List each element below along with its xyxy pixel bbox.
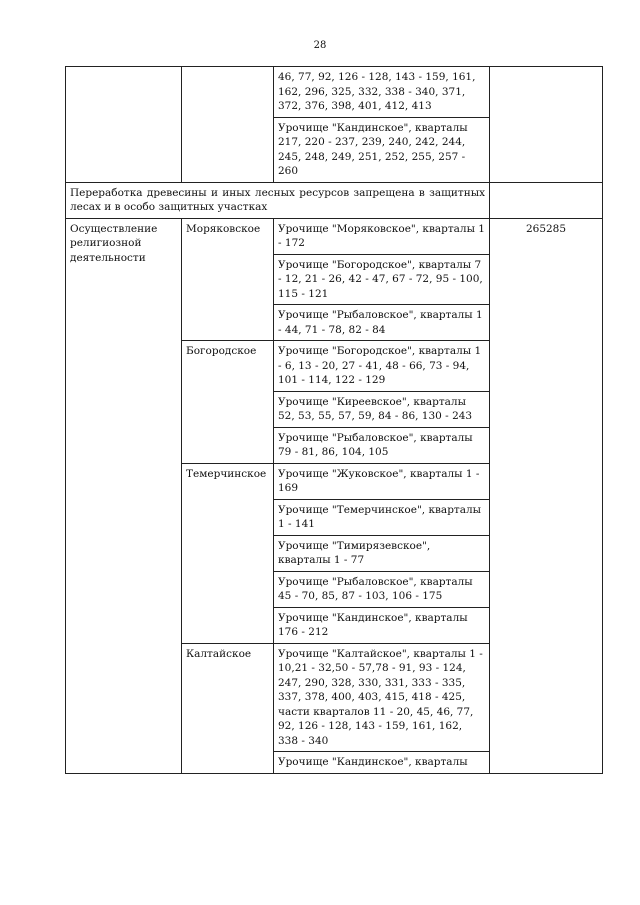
location-cell: Урочище "Рыбаловское", кварталы 1 - 44, 71 - 78, 82 - 84 bbox=[274, 305, 490, 341]
amount-cell: 265285 bbox=[490, 218, 603, 773]
table-row bbox=[66, 67, 603, 118]
note-row bbox=[66, 182, 603, 218]
location-cell: Урочище "Рыбаловское", кварталы 79 - 81, 86, 104, 105 bbox=[274, 427, 490, 463]
district-cell bbox=[182, 67, 274, 183]
location-cell: Урочище "Моряковское", кварталы 1 - 172 bbox=[274, 218, 490, 254]
location-cell: Урочище "Киреевское", кварталы 52, 53, 55, 57, 59, 84 - 86, 130 - 243 bbox=[274, 391, 490, 427]
location-cell: Урочище "Калтайское", кварталы 1 - 10,21 - 32,50 - 57,78 - 91, 93 - 124, 247, 290, 328, 330, 331, 333 - 335, 337, 378, 400, 403, 415, 418 - 425, части кварталов 11 - 20, 45, 46, 77, 92, 126 - 128, 143 - 159, 161, 162, 338 - 340 bbox=[274, 643, 490, 752]
location-cell: Урочище "Темерчинское", кварталы 1 - 141 bbox=[274, 499, 490, 535]
activity-cell: Осуществление религиозной деятельности bbox=[66, 218, 182, 773]
amount-cell bbox=[490, 67, 603, 183]
location-cell: Урочище "Тимирязевское", кварталы 1 - 77 bbox=[274, 535, 490, 571]
amount-cell bbox=[490, 182, 603, 218]
table-row bbox=[66, 218, 603, 254]
location-cell: Урочище "Богородское", кварталы 1 - 6, 13 - 20, 27 - 41, 48 - 66, 73 - 94, 101 - 114, 122 - 129 bbox=[274, 341, 490, 392]
location-cell: Урочище "Рыбаловское", кварталы 45 - 70, 85, 87 - 103, 106 - 175 bbox=[274, 571, 490, 607]
forest-use-table bbox=[65, 66, 603, 774]
note-cell: Переработка древесины и иных лесных ресурсов запрещена в защитных лесах и в особо защитных участках bbox=[66, 182, 490, 218]
page-number: 28 bbox=[313, 40, 327, 51]
district-cell: Богородское bbox=[182, 341, 274, 464]
district-cell: Темерчинское bbox=[182, 463, 274, 643]
district-cell: Моряковское bbox=[182, 218, 274, 341]
location-cell: 46, 77, 92, 126 - 128, 143 - 159, 161, 162, 296, 325, 332, 338 - 340, 371, 372, 376, 398, 401, 412, 413 bbox=[274, 67, 490, 118]
activity-cell bbox=[66, 67, 182, 183]
location-cell: Урочище "Кандинское", кварталы 176 - 212 bbox=[274, 607, 490, 643]
location-cell: Урочище "Кандинское", кварталы 217, 220 - 237, 239, 240, 242, 244, 245, 248, 249, 251, 252, 255, 257 - 260 bbox=[274, 117, 490, 182]
district-cell: Калтайское bbox=[182, 643, 274, 773]
location-cell: Урочище "Богородское", кварталы 7 - 12, 21 - 26, 42 - 47, 67 - 72, 95 - 100, 115 - 121 bbox=[274, 254, 490, 305]
location-cell: Урочище "Кандинское", кварталы bbox=[274, 752, 490, 774]
location-cell: Урочище "Жуковское", кварталы 1 - 169 bbox=[274, 463, 490, 499]
